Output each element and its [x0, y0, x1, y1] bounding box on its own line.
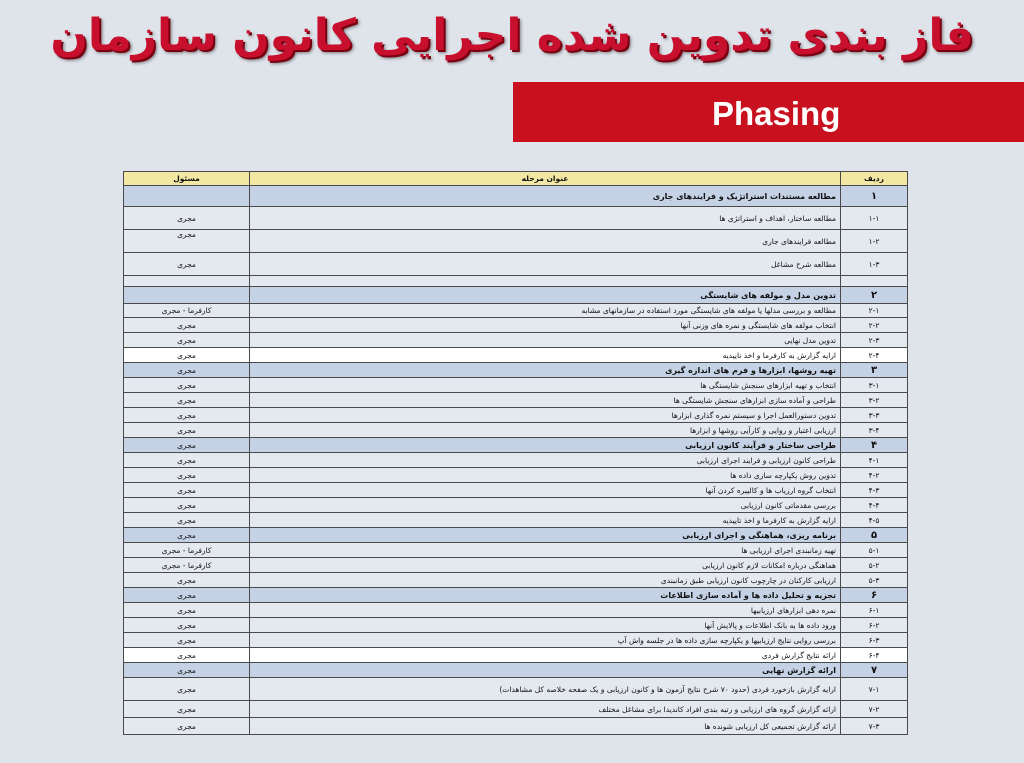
- stage-title-cell: ارایه گزارش به کارفرما و اخذ تاییدیه: [250, 513, 841, 528]
- row-number-cell: ۱-۳: [841, 253, 908, 276]
- stage-title-cell: بررسی روایی نتایج ارزیابیها و یکپارچه سازی داده ها در جلسه واش آپ: [250, 633, 841, 648]
- responsible-cell: [124, 276, 250, 287]
- stage-title-cell: تدوین مدل و مولفه های شایستگی: [250, 287, 841, 304]
- table-row: [124, 633, 908, 648]
- stage-title-cell: ارایه گزارش بازخورد فردی (حدود ۷۰ شرح نتایج آزمون ها و کانون ارزیابی و یک صفحه خلاصه کل مشاهدات): [250, 678, 841, 701]
- phasing-label: Phasing: [712, 95, 841, 132]
- row-number-cell: ۵-۲: [841, 558, 908, 573]
- row-number-cell: ۵-۳: [841, 573, 908, 588]
- table-row: [124, 304, 908, 318]
- table-row: [124, 573, 908, 588]
- stage-title-cell: انتخاب مولفه های شایستگی و نمره های وزنی آنها: [250, 318, 841, 333]
- row-number-cell: ۳-۲: [841, 393, 908, 408]
- row-number-cell: ۶-۳: [841, 633, 908, 648]
- table-row: [124, 678, 908, 701]
- stage-title-cell: تهیه زمانبندی اجرای ارزیابی ها: [250, 543, 841, 558]
- row-number-cell: ۱: [841, 186, 908, 207]
- stage-title-cell: طراحی و آماده سازی ابزارهای سنجش شایستگی ها: [250, 393, 841, 408]
- responsible-cell: مجری: [124, 633, 250, 648]
- responsible-cell: کارفرما - مجری: [124, 304, 250, 318]
- stage-title-cell: برنامه ریزی، هماهنگی و اجرای ارزیابی: [250, 528, 841, 543]
- header-row-number: ردیف: [841, 172, 908, 186]
- stage-title-cell: ارائه نتایج گزارش فردی: [250, 648, 841, 663]
- table-row: [124, 348, 908, 363]
- row-number-cell: ۷-۱: [841, 678, 908, 701]
- row-number-cell: ۲-۴: [841, 348, 908, 363]
- responsible-cell: مجری: [124, 588, 250, 603]
- stage-title-cell: هماهنگی درباره امکانات لازم کانون ارزیابی: [250, 558, 841, 573]
- stage-title-cell: مطالعه مستندات استراتژیک و فرایندهای جاری: [250, 186, 841, 207]
- row-number-cell: ۲-۱: [841, 304, 908, 318]
- table-row: [124, 207, 908, 230]
- row-number-cell: [841, 276, 908, 287]
- responsible-cell: مجری: [124, 230, 250, 253]
- header-stage-title: عنوان مرحله: [250, 172, 841, 186]
- row-number-cell: ۳-۳: [841, 408, 908, 423]
- stage-title-cell: ارائه گزارش نهایی: [250, 663, 841, 678]
- table-row: [124, 363, 908, 378]
- row-number-cell: ۳: [841, 363, 908, 378]
- row-number-cell: ۵-۱: [841, 543, 908, 558]
- table-row: [124, 333, 908, 348]
- responsible-cell: مجری: [124, 207, 250, 230]
- table-row: [124, 513, 908, 528]
- row-number-cell: ۳-۴: [841, 423, 908, 438]
- stage-title-cell: مطالعه و بررسی مدلها یا مولفه های شایستگی مورد استفاده در سازمانهای مشابه: [250, 304, 841, 318]
- row-number-cell: ۵: [841, 528, 908, 543]
- header-responsible: مسئول: [124, 172, 250, 186]
- table-row: [124, 230, 908, 253]
- table-row: [124, 408, 908, 423]
- stage-title-cell: طراحی ساختار و فرآیند کانون ارزیابی: [250, 438, 841, 453]
- table-row: [124, 648, 908, 663]
- responsible-cell: مجری: [124, 573, 250, 588]
- stage-title-cell: بررسی مقدماتی کانون ارزیابی: [250, 498, 841, 513]
- stage-title-cell: مطالعه فرایندهای جاری: [250, 230, 841, 253]
- row-number-cell: ۴-۲: [841, 468, 908, 483]
- table-row: [124, 618, 908, 633]
- row-number-cell: ۴-۱: [841, 453, 908, 468]
- row-number-cell: ۶-۲: [841, 618, 908, 633]
- responsible-cell: مجری: [124, 378, 250, 393]
- row-number-cell: ۲-۳: [841, 333, 908, 348]
- row-number-cell: ۷: [841, 663, 908, 678]
- table-row: [124, 378, 908, 393]
- responsible-cell: کارفرما - مجری: [124, 558, 250, 573]
- row-number-cell: ۱-۱: [841, 207, 908, 230]
- responsible-cell: مجری: [124, 348, 250, 363]
- table-row: [124, 423, 908, 438]
- responsible-cell: مجری: [124, 363, 250, 378]
- stage-title-cell: نمره دهی ابزارهای ارزیابیها: [250, 603, 841, 618]
- stage-title-cell: ورود داده ها به بانک اطلاعات و پالایش آنها: [250, 618, 841, 633]
- responsible-cell: مجری: [124, 423, 250, 438]
- table-row: [124, 588, 908, 603]
- table-row: [124, 468, 908, 483]
- responsible-cell: مجری: [124, 663, 250, 678]
- stage-title-cell: تهیه روشها، ابزارها و فرم های اندازه گیری: [250, 363, 841, 378]
- phasing-table: [123, 171, 908, 735]
- stage-title-cell: طراحی کانون ارزیابی و فرایند اجرای ارزیابی: [250, 453, 841, 468]
- table-row: [124, 663, 908, 678]
- stage-title-cell: تدوین روش یکپارچه سازی داده ها: [250, 468, 841, 483]
- responsible-cell: مجری: [124, 603, 250, 618]
- row-number-cell: ۷-۳: [841, 718, 908, 735]
- row-number-cell: ۴-۵: [841, 513, 908, 528]
- table-row: [124, 718, 908, 735]
- table-row: [124, 318, 908, 333]
- row-number-cell: ۴-۴: [841, 498, 908, 513]
- stage-title-cell: انتخاب و تهیه ابزارهای سنجش شایستگی ها: [250, 378, 841, 393]
- table-row: [124, 603, 908, 618]
- stage-title-cell: تدوین مدل نهایی: [250, 333, 841, 348]
- stage-title-cell: ارائه گزارش تجمیعی کل ارزیابی شونده ها: [250, 718, 841, 735]
- responsible-cell: مجری: [124, 648, 250, 663]
- responsible-cell: مجری: [124, 333, 250, 348]
- table-row: [124, 276, 908, 287]
- table-row: [124, 253, 908, 276]
- table-row: [124, 393, 908, 408]
- stage-title-cell: [250, 276, 841, 287]
- table-row: [124, 453, 908, 468]
- responsible-cell: [124, 186, 250, 207]
- row-number-cell: ۲-۲: [841, 318, 908, 333]
- responsible-cell: مجری: [124, 513, 250, 528]
- responsible-cell: [124, 287, 250, 304]
- table-header-row: [124, 172, 908, 186]
- row-number-cell: ۶-۴: [841, 648, 908, 663]
- stage-title-cell: ارایه گزارش به کارفرما و اخذ تاییدیه: [250, 348, 841, 363]
- stage-title-cell: تدوین دستورالعمل اجرا و سیستم نمره گذاری ابزارها: [250, 408, 841, 423]
- responsible-cell: مجری: [124, 701, 250, 718]
- stage-title-cell: مطالعه ساختار، اهداف و استراتژی ها: [250, 207, 841, 230]
- row-number-cell: ۳-۱: [841, 378, 908, 393]
- responsible-cell: مجری: [124, 393, 250, 408]
- table-row: [124, 438, 908, 453]
- row-number-cell: ۶: [841, 588, 908, 603]
- stage-title-cell: ارزیابی اعتبار و روایی و کارآیی روشها و ابزارها: [250, 423, 841, 438]
- responsible-cell: مجری: [124, 618, 250, 633]
- responsible-cell: مجری: [124, 318, 250, 333]
- responsible-cell: مجری: [124, 528, 250, 543]
- row-number-cell: ۴: [841, 438, 908, 453]
- stage-title-cell: مطالعه شرح مشاغل: [250, 253, 841, 276]
- stage-title-cell: تجزیه و تحلیل داده ها و آماده سازی اطلاعات: [250, 588, 841, 603]
- page-title: فاز بندی تدوین شده اجرایی کانون سازمان: [50, 10, 974, 61]
- table-row: [124, 498, 908, 513]
- table-row: [124, 543, 908, 558]
- stage-title-cell: ارائه گزارش گروه های ارزیابی و رتبه بندی افراد کاندیدا برای مشاغل مختلف: [250, 701, 841, 718]
- responsible-cell: مجری: [124, 483, 250, 498]
- responsible-cell: مجری: [124, 468, 250, 483]
- table-row: [124, 186, 908, 207]
- table-row: [124, 701, 908, 718]
- row-number-cell: ۲: [841, 287, 908, 304]
- table-row: [124, 483, 908, 498]
- responsible-cell: کارفرما - مجری: [124, 543, 250, 558]
- table-row: [124, 528, 908, 543]
- table-row: [124, 558, 908, 573]
- row-number-cell: ۱-۲: [841, 230, 908, 253]
- responsible-cell: مجری: [124, 253, 250, 276]
- row-number-cell: ۴-۳: [841, 483, 908, 498]
- row-number-cell: ۷-۲: [841, 701, 908, 718]
- responsible-cell: مجری: [124, 408, 250, 423]
- stage-title-cell: انتخاب گروه ارزیاب ها و کالیبره کردن آنها: [250, 483, 841, 498]
- responsible-cell: مجری: [124, 498, 250, 513]
- stage-title-cell: ارزیابی کارکنان در چارچوب کانون ارزیابی طبق زمانبندی: [250, 573, 841, 588]
- responsible-cell: مجری: [124, 438, 250, 453]
- table-row: [124, 287, 908, 304]
- responsible-cell: مجری: [124, 453, 250, 468]
- responsible-cell: مجری: [124, 718, 250, 735]
- responsible-cell: مجری: [124, 678, 250, 701]
- row-number-cell: ۶-۱: [841, 603, 908, 618]
